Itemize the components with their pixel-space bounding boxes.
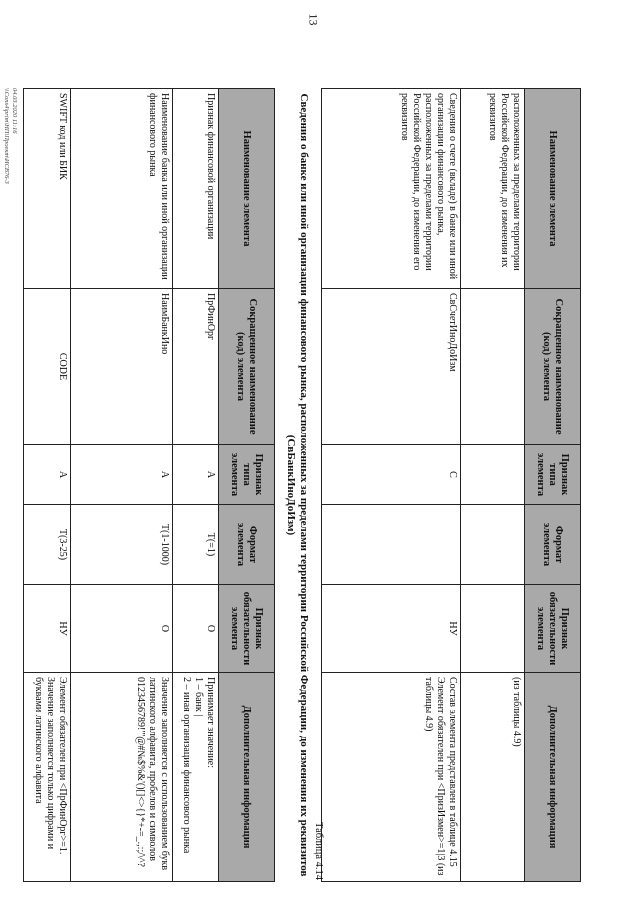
page-number: 13 [306, 13, 321, 26]
table-row-2-type: С [321, 445, 460, 505]
header-type: Признак типа элемента [218, 445, 274, 505]
table-row-2-required: О [70, 585, 172, 673]
table-row-3-type: А [23, 445, 70, 505]
table-row-1-type: А [172, 445, 218, 505]
header-name: Наименование элемента [524, 89, 580, 289]
table-row-2-info: Состав элемента представлен в таблице 4.15 Элемент обязателен при <ПризИзмен>=1|3 (из таблицы 4.9) [321, 673, 460, 882]
table-row-2-info: Значение заполняется с использованием букв латинского алфавита, пробелов и символов 0123456789!"'@#№$%&'()[]<>{}*+-=_.,:;/\^? [70, 673, 172, 882]
header-short-name: Сокращенное наименование (код) элемента [524, 289, 580, 445]
header-info: Дополнительная информация [218, 673, 274, 882]
footer-timestamp: 04.03.2020 11:16 [11, 88, 18, 134]
table-title: Сведения о банке или иной организации финансового рынка, расположенных за пределами территории Российской Федерации, до изменения их реквизитов (СвБанкИноДоИзм) [285, 93, 310, 877]
table-row-1-format: Т(=1) [172, 505, 218, 585]
table-row-2-short-name: СвСчетИноДоИзм [321, 289, 460, 445]
table-row-3-format: Т(3-25) [23, 505, 70, 585]
table-4-14 [23, 88, 275, 882]
table-row-3-required: НУ [23, 585, 70, 673]
table-row-2-name: Наименование банка или иной организации финансового рынка [70, 89, 172, 289]
table-continuation [321, 88, 581, 882]
table-row-1-info: (из таблицы 4.9) [460, 673, 524, 882]
header-type: Признак типа элемента [524, 445, 580, 505]
table-row-1-type [460, 445, 524, 505]
table-row-1-info: Принимает значение: 1 – банк | 2 – иная организация финансового рынка [172, 673, 218, 882]
table-row-3-short-name: CODE [23, 289, 70, 445]
table-row-1-short-name [460, 289, 524, 445]
table-row-1-required: О [172, 585, 218, 673]
table-row-2-format [321, 505, 460, 585]
table-label: Таблица 4.14 [313, 821, 324, 880]
header-format: Формат элемента [524, 505, 580, 585]
table-row-3-name: SWIFT код или БИК [23, 89, 70, 289]
table-row-1-name: расположенных за пределами территории Российской Федерации, до изменения их реквизитов [460, 89, 524, 289]
table-row-1-name: Признак финансовой организации [172, 89, 218, 289]
table-row-2-format: Т(1-1000) [70, 505, 172, 585]
table-row-2-short-name: НаимБанкИно [70, 289, 172, 445]
table-row-3-info: Элемент обязателен при <ПрФинОрг>=1. Значение заполняется только цифрами и буквами латинского алфавита [23, 673, 70, 882]
footer-path: \\Cons4\prim\НП\Проект\ИСВ76-3 [3, 88, 10, 184]
header-info: Дополнительная информация [524, 673, 580, 882]
header-required: Признак обязательности элемента [218, 585, 274, 673]
table-row-1-format [460, 505, 524, 585]
table-row-2-name: Сведения о счете (вкладе) в банке или иной организации финансового рынка, расположенных за пределами территории Российской Федерации, до изменения его реквизитов [321, 89, 460, 289]
header-format: Формат элемента [218, 505, 274, 585]
table-row-1-required [460, 585, 524, 673]
header-short-name: Сокращенное наименование (код) элемента [218, 289, 274, 445]
table-row-1-short-name: ПрФинОрг [172, 289, 218, 445]
header-required: Признак обязательности элемента [524, 585, 580, 673]
header-name: Наименование элемента [218, 89, 274, 289]
table-row-2-required: НУ [321, 585, 460, 673]
table-row-2-type: А [70, 445, 172, 505]
